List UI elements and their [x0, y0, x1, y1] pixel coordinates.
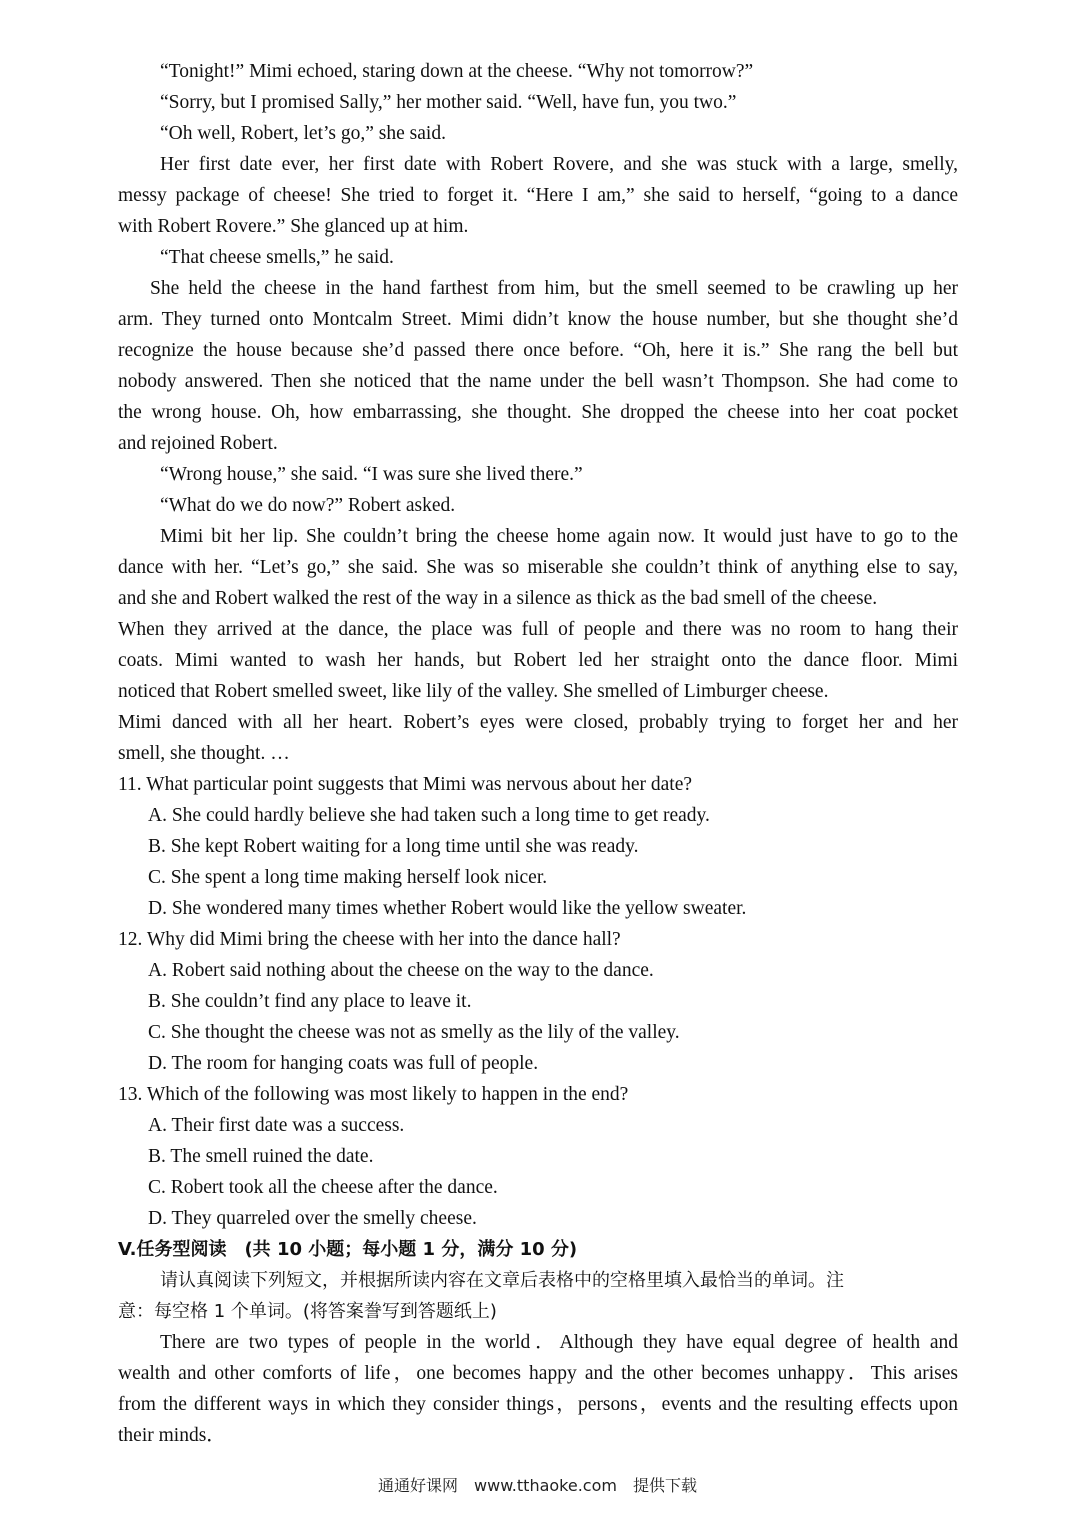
- passage-line: “That cheese smells,” he said.: [160, 247, 394, 268]
- passage-line: “Sorry, but I promised Sally,” her mother said. “Well, have fun, you two.”: [160, 92, 737, 113]
- answer-option: B. She couldn’t find any place to leave it.: [148, 991, 472, 1012]
- passage-line: “Tonight!” Mimi echoed, staring down at the cheese. “Why not tomorrow?”: [160, 61, 754, 82]
- passage-line: Mimi bit her lip. She couldn’t bring the cheese home again now. It would just have to go to the: [160, 526, 958, 547]
- section-heading: V.任务型阅读 (共 10 小题；每小题 1 分，满分 10 分): [118, 1239, 578, 1260]
- passage-line: their minds．: [118, 1425, 226, 1446]
- passage-line: wealth and other comforts of life，one becomes happy and the other becomes unhappy．This arises: [118, 1363, 958, 1384]
- passage-line: coats. Mimi wanted to wash her hands, but Robert led her straight onto the dance floor. Mimi: [118, 650, 958, 671]
- passage-line: and she and Robert walked the rest of the way in a silence as thick as the bad smell of the cheese.: [118, 588, 878, 609]
- passage-line: with Robert Rovere.” She glanced up at him.: [118, 216, 469, 237]
- document-page: [118, 56, 958, 1451]
- question-stem: 12. Why did Mimi bring the cheese with her into the dance hall?: [118, 929, 621, 950]
- answer-option: C. She thought the cheese was not as smelly as the lily of the valley.: [148, 1022, 680, 1043]
- instruction-line: 意：每空格 1 个单词。(将答案誊写到答题纸上): [118, 1301, 497, 1322]
- answer-option: A. Robert said nothing about the cheese on the way to the dance.: [148, 960, 654, 981]
- passage-line: the wrong house. Oh, how embarrassing, she thought. She dropped the cheese into her coat pocket: [118, 402, 958, 423]
- passage-line: messy package of cheese! She tried to forget it. “Here I am,” she said to herself, “going to a dance: [118, 185, 958, 206]
- passage-line: smell, she thought. …: [118, 743, 290, 764]
- passage-line: and rejoined Robert.: [118, 433, 278, 454]
- answer-option: B. She kept Robert waiting for a long time until she was ready.: [148, 836, 639, 857]
- passage-line: nobody answered. Then she noticed that the name under the bell wasn’t Thompson. She had come to: [118, 371, 958, 392]
- passage-line: from the different ways in which they consider things，persons，events and the resulting effects upon: [118, 1394, 958, 1415]
- answer-option: C. She spent a long time making herself look nicer.: [148, 867, 548, 888]
- answer-option: A. She could hardly believe she had taken such a long time to get ready.: [148, 805, 710, 826]
- answer-option: C. Robert took all the cheese after the dance.: [148, 1177, 498, 1198]
- page-footer: 通通好课网 www.tthaoke.com 提供下载: [378, 1476, 697, 1495]
- answer-option: A. Their first date was a success.: [148, 1115, 405, 1136]
- question-stem: 11. What particular point suggests that Mimi was nervous about her date?: [118, 774, 693, 795]
- passage-line: There are two types of people in the world．Although they have equal degree of health and: [160, 1332, 958, 1353]
- question-stem: 13. Which of the following was most likely to happen in the end?: [118, 1084, 629, 1105]
- answer-option: D. They quarreled over the smelly cheese.: [148, 1208, 477, 1229]
- passage-line: arm. They turned onto Montcalm Street. Mimi didn’t know the house number, but she thought she’d: [118, 309, 958, 330]
- passage-line: She held the cheese in the hand farthest from him, but the smell seemed to be crawling up her: [150, 278, 958, 299]
- passage-line: “Oh well, Robert, let’s go,” she said.: [160, 123, 446, 144]
- passage-line: “What do we do now?” Robert asked.: [160, 495, 456, 516]
- answer-option: B. The smell ruined the date.: [148, 1146, 374, 1167]
- passage-line: dance with her. “Let’s go,” she said. She was so miserable she couldn’t think of anything else to say,: [118, 557, 958, 578]
- answer-option: D. She wondered many times whether Robert would like the yellow sweater.: [148, 898, 747, 919]
- passage-line: Mimi danced with all her heart. Robert’s eyes were closed, probably trying to forget her and her: [118, 712, 958, 733]
- passage-line: noticed that Robert smelled sweet, like lily of the valley. She smelled of Limburger cheese.: [118, 681, 829, 702]
- passage-line: “Wrong house,” she said. “I was sure she lived there.”: [160, 464, 583, 485]
- answer-option: D. The room for hanging coats was full of people.: [148, 1053, 539, 1074]
- passage-line: Her first date ever, her first date with Robert Rovere, and she was stuck with a large, smelly,: [160, 154, 958, 175]
- instruction-line: 请认真阅读下列短文，并根据所读内容在文章后表格中的空格里填入最恰当的单词。注: [160, 1270, 844, 1291]
- passage-line: When they arrived at the dance, the place was full of people and there was no room to hang their: [118, 619, 958, 640]
- passage-line: recognize the house because she’d passed there once before. “Oh, here it is.” She rang the bell but: [118, 340, 958, 361]
